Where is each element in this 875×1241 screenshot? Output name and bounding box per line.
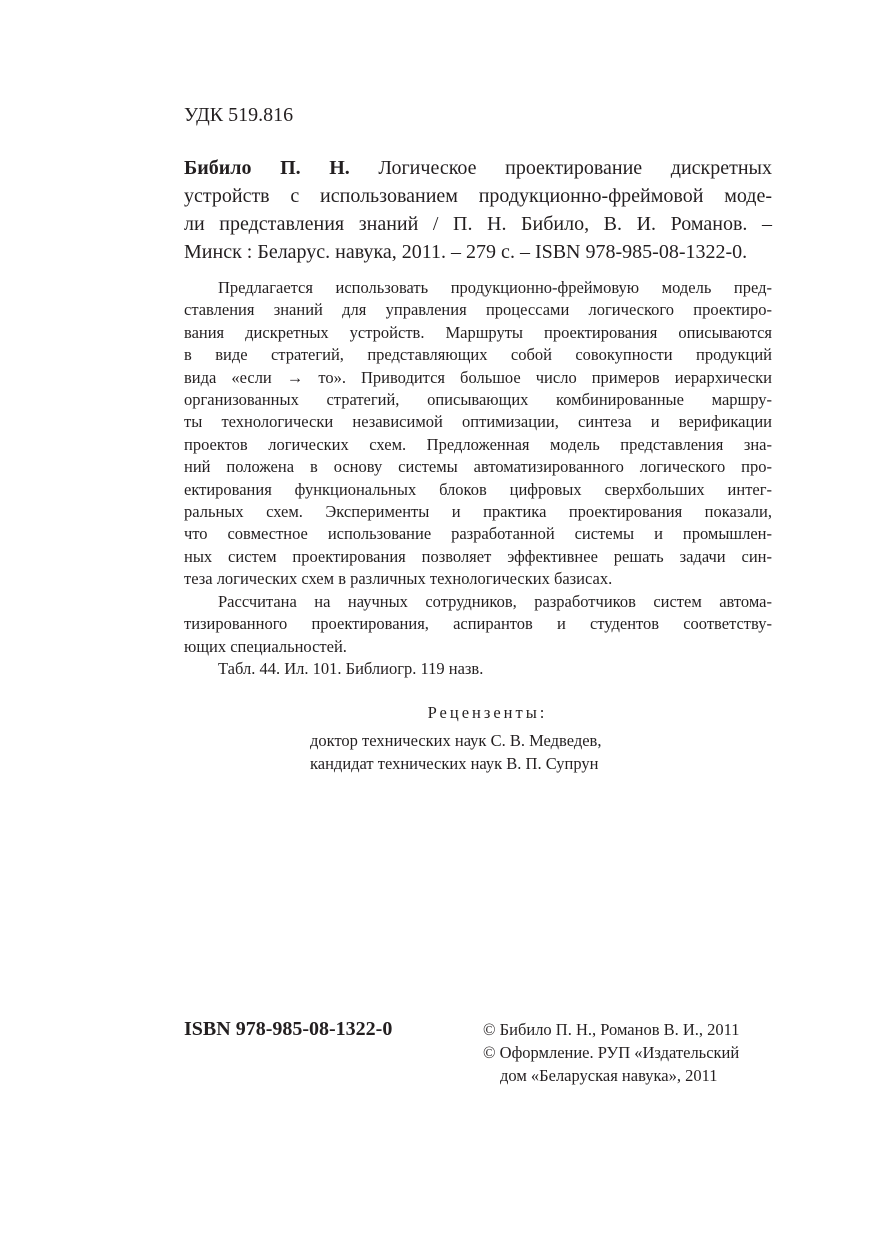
abstract xyxy=(184,277,772,680)
stats-line: Табл. 44. Ил. 101. Библиогр. 119 назв. xyxy=(218,658,484,678)
abstract-line: что совместное использование разработанной системы и промышлен- xyxy=(184,524,772,544)
copyright-design: © Оформление. РУП «Издательский xyxy=(483,1043,740,1062)
abstract-line: в виде стратегий, представляющих собой совокупности продукций xyxy=(184,345,772,365)
abstract-line: вида «если → то». Приводится большое число примеров иерархически xyxy=(184,367,772,387)
biblio-title-start: Логическое проектирование дискретных xyxy=(349,157,772,179)
abstract-line: ных систем проектирования позволяет эффективнее решать задачи син- xyxy=(184,546,772,566)
copyright-block xyxy=(483,1018,740,1087)
abstract-line: теза логических схем в различных технологических базисах. xyxy=(184,569,613,589)
reviewers-list xyxy=(310,729,601,775)
biblio-line-3: ли представления знаний / П. Н. Бибило, В. И. Романов. – xyxy=(184,213,772,235)
abstract-line: проектов логических схем. Предложенная модель представления зна- xyxy=(184,434,772,454)
abstract-line: ты технологически независимой оптимизации, синтеза и верификации xyxy=(184,412,772,432)
copyright-authors: © Бибило П. Н., Романов В. И., 2011 xyxy=(483,1020,740,1039)
biblio-line-4: Минск : Беларус. навука, 2011. – 279 с. – ISBN 978-985-08-1322-0. xyxy=(184,241,748,263)
reviewer-1: доктор технических наук С. В. Медведев, xyxy=(310,731,602,750)
abstract-line: вания дискретных устройств. Маршруты проектирования описываются xyxy=(184,322,772,342)
audience-line: тизированного проектирования, аспирантов и студентов соответству- xyxy=(184,614,772,634)
abstract-line: Предлагается использовать продукционно-фреймовую модель пред- xyxy=(218,278,772,297)
copyright-publisher: дом «Беларуская навука», 2011 xyxy=(500,1066,718,1085)
isbn: ISBN 978-985-08-1322-0 xyxy=(184,1018,393,1040)
abstract-line: ний положена в основу системы автоматизированного логического про- xyxy=(184,457,772,477)
author-name: Бибило П. Н. xyxy=(184,157,350,179)
reviewer-2: кандидат технических наук В. П. Супрун xyxy=(310,754,599,773)
abstract-line: организованных стратегий, описывающих комбинированные маршру- xyxy=(184,390,772,410)
abstract-line: ектирования функциональных блоков цифровых сверхбольших интег- xyxy=(184,479,772,499)
bibliographic-record xyxy=(184,154,772,266)
audience-line: ющих специальностей. xyxy=(184,636,347,656)
abstract-line: ставления знаний для управления процессами логического проектиро- xyxy=(184,300,772,320)
biblio-line-2: устройств с использованием продукционно-фреймовой моде- xyxy=(184,185,772,207)
biblio-line-1 xyxy=(184,154,772,182)
audience-line: Рассчитана на научных сотрудников, разработчиков систем автома- xyxy=(218,591,772,611)
abstract-line: ральных схем. Эксперименты и практика проектирования показали, xyxy=(184,502,772,522)
reviewers-heading: Рецензенты: xyxy=(427,703,548,722)
udk-code: УДК 519.816 xyxy=(184,104,294,126)
